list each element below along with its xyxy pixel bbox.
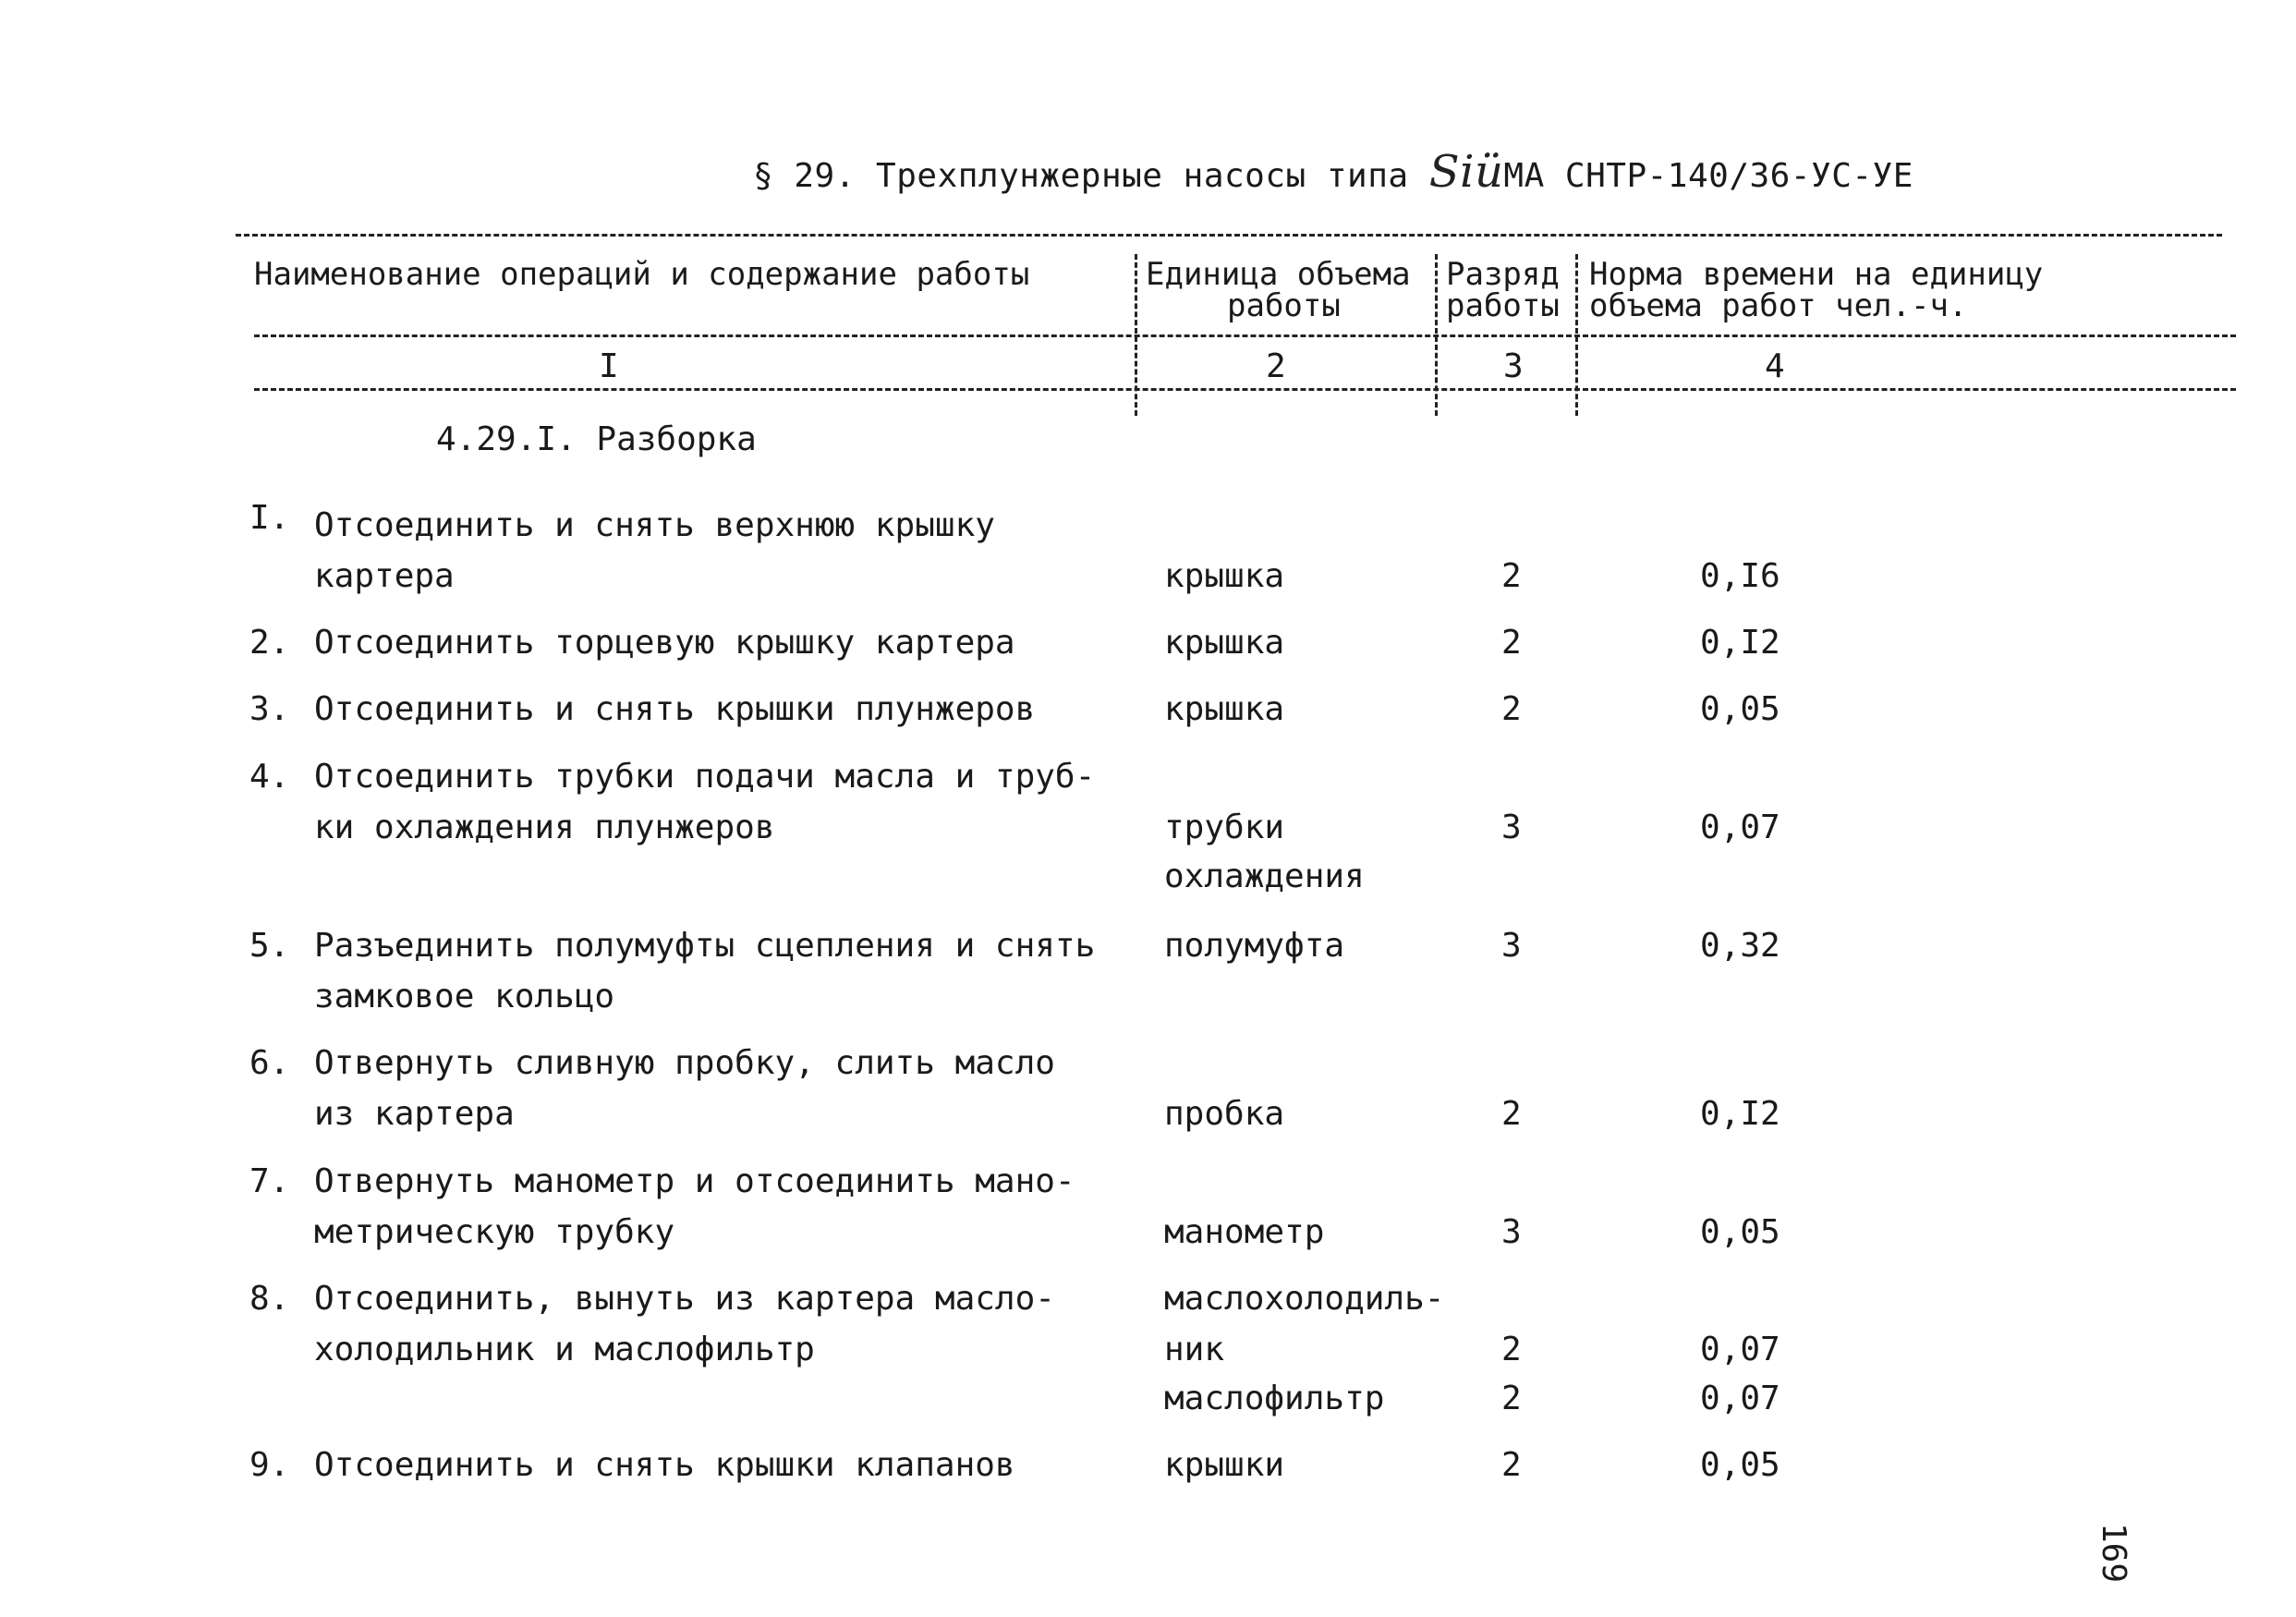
header-col3-line2: работы — [1446, 287, 1560, 324]
row-3-text-line1: Отсоединить и снять крышки плунжеров — [314, 690, 1036, 728]
row-1-grade: 2 — [1501, 557, 1522, 595]
row-8-grade: 2 — [1501, 1331, 1522, 1368]
row-4-text-line2: ки охлаждения плунжеров — [314, 808, 775, 846]
row-5-norm: 0,32 — [1700, 927, 1780, 965]
header-col2-line1: Единица объема — [1146, 256, 1411, 293]
header-col1: Наименование операций и содержание работы — [254, 256, 1030, 293]
row-5-number: 5. — [249, 927, 290, 965]
row-7-unit: манометр — [1164, 1213, 1325, 1251]
row-8-text-line1: Отсоединить, вынуть из картера масло- — [314, 1280, 1055, 1318]
row-7-grade: 3 — [1501, 1213, 1522, 1251]
row-5-grade: 3 — [1501, 927, 1522, 965]
row-4-unit-line2: охлаждения — [1164, 857, 1365, 895]
page-number: 169 — [2095, 1522, 2133, 1584]
row-7-number: 7. — [249, 1162, 290, 1200]
row-2-text-line1: Отсоединить торцевую крышку картера — [314, 624, 1015, 662]
title-suffix: МА СНТР-140/36-УС-УЕ — [1503, 157, 1913, 195]
row-6-text-line2: из картера — [314, 1095, 515, 1133]
row-9-grade: 2 — [1501, 1446, 1522, 1484]
section-title: 4.29.I. Разборка — [436, 420, 757, 458]
row-5-text-line2: замковое кольцо — [314, 978, 615, 1015]
row-5-unit: полумуфта — [1164, 927, 1345, 965]
header-bottom-rule — [254, 388, 2236, 391]
column-number-1: I — [599, 347, 619, 385]
row-1-text-line1: Отсоединить и снять верхнюю крышку — [314, 506, 995, 544]
row-4-grade: 3 — [1501, 808, 1522, 846]
header-col3-line1: Разряд — [1446, 256, 1560, 293]
row-3-unit: крышка — [1164, 690, 1285, 728]
header-col4-line2: объема работ чел.-ч. — [1589, 287, 1968, 324]
row-7-norm: 0,05 — [1700, 1213, 1780, 1251]
header-mid-rule — [254, 334, 2236, 337]
row-1-norm: 0,I6 — [1700, 557, 1780, 595]
row-9-number: 9. — [249, 1446, 290, 1484]
row-3-grade: 2 — [1501, 690, 1522, 728]
column-number-2: 2 — [1266, 347, 1286, 385]
title-prefix: § 29. Трехплунжерные насосы типа — [753, 157, 1409, 195]
row-1-text-line2: картера — [314, 557, 455, 595]
row-7-text-line1: Отвернуть манометр и отсоединить мано- — [314, 1162, 1075, 1200]
header-col2-line2: работы — [1227, 287, 1341, 324]
top-rule — [236, 234, 2222, 237]
row-4-unit: трубки — [1164, 808, 1285, 846]
row-6-unit: пробка — [1164, 1095, 1285, 1133]
page-title — [753, 146, 1913, 198]
column-number-3: 3 — [1503, 347, 1524, 385]
row-8-number: 8. — [249, 1280, 290, 1318]
row-2-grade: 2 — [1501, 624, 1522, 662]
row-8-grade-2: 2 — [1501, 1380, 1522, 1417]
row-6-number: 6. — [249, 1044, 290, 1082]
row-6-grade: 2 — [1501, 1095, 1522, 1133]
header-col4-line1: Норма времени на единицу — [1589, 256, 2044, 293]
row-4-text-line1: Отсоединить трубки подачи масла и труб- — [314, 758, 1096, 796]
row-8-unit: маслохолодиль- — [1164, 1280, 1445, 1318]
row-4-number: 4. — [249, 758, 290, 796]
row-8-text-line2: холодильник и маслофильтр — [314, 1331, 815, 1368]
row-2-number: 2. — [249, 624, 290, 662]
row-5-text-line1: Разъединить полумуфты сцепления и снять — [314, 927, 1096, 965]
row-8-unit-line2: ник — [1164, 1331, 1225, 1368]
row-3-number: 3. — [249, 690, 290, 728]
row-4-norm: 0,07 — [1700, 808, 1780, 846]
row-8-norm-2: 0,07 — [1700, 1380, 1780, 1417]
row-9-text-line1: Отсоединить и снять крышки клапанов — [314, 1446, 1015, 1484]
row-9-norm: 0,05 — [1700, 1446, 1780, 1484]
row-2-unit: крышка — [1164, 624, 1285, 662]
row-3-norm: 0,05 — [1700, 690, 1780, 728]
row-7-text-line2: метрическую трубку — [314, 1213, 675, 1251]
row-9-unit: крышки — [1164, 1446, 1285, 1484]
handwritten-insert: Siü — [1428, 146, 1504, 198]
row-6-text-line1: Отвернуть сливную пробку, слить масло — [314, 1044, 1055, 1082]
row-2-norm: 0,I2 — [1700, 624, 1780, 662]
row-1-number: I. — [249, 499, 290, 537]
row-8-unit-line3: маслофильтр — [1164, 1380, 1385, 1417]
row-1-unit: крышка — [1164, 557, 1285, 595]
column-number-4: 4 — [1765, 347, 1785, 385]
row-8-norm: 0,07 — [1700, 1331, 1780, 1368]
row-6-norm: 0,I2 — [1700, 1095, 1780, 1133]
